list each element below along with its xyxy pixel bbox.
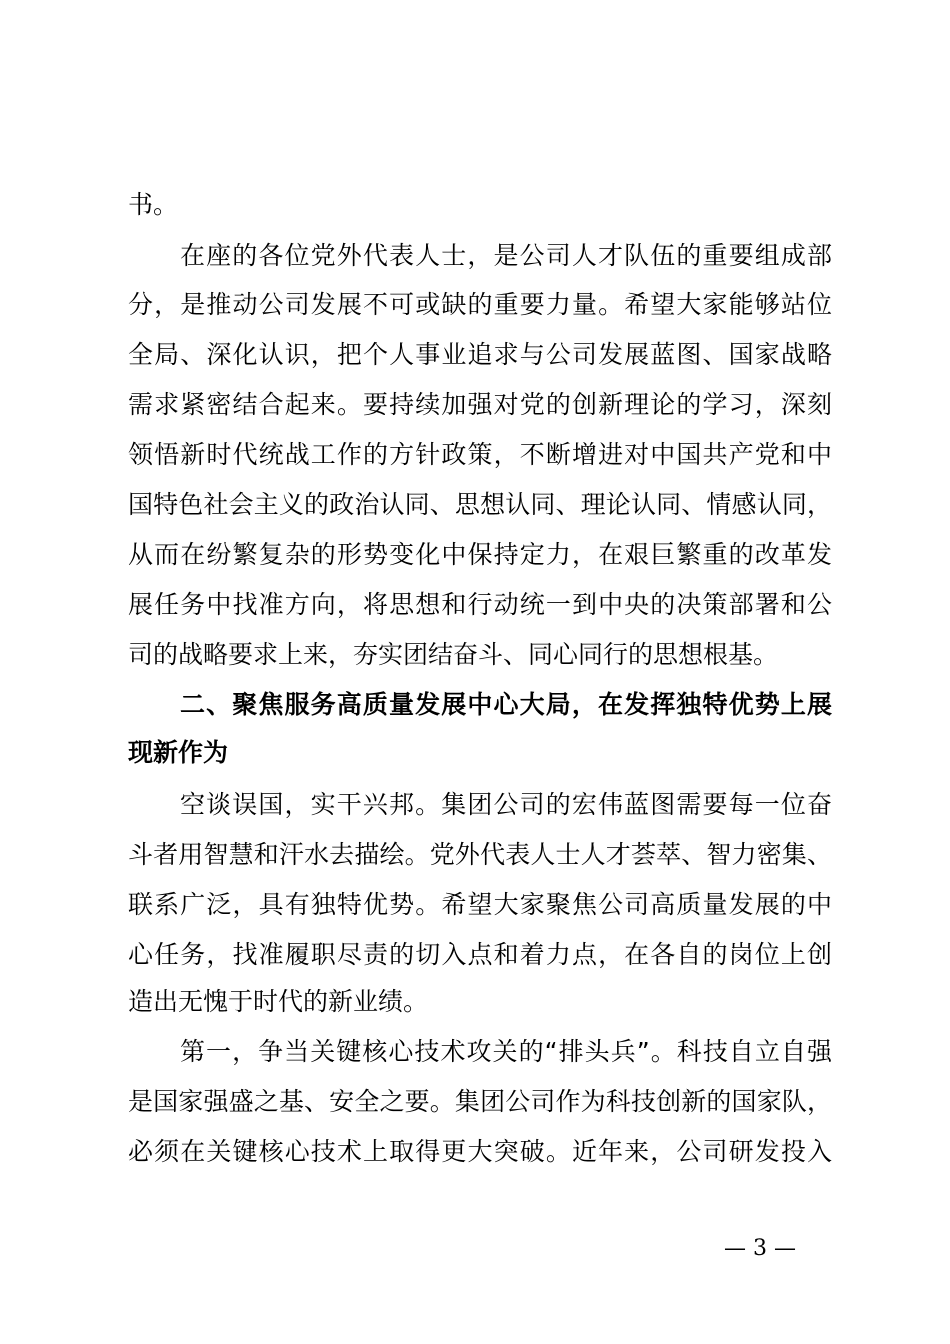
text-line: 是国家强盛之基、安全之要。集团公司作为科技创新的国家队， [128,1087,832,1116]
text-line: 领悟新时代统战工作的方针政策，不断增进对中国共产党和中 [128,440,832,469]
section-heading-line: 现新作为 [128,738,229,767]
text-line: 在座的各位党外代表人士，是公司人才队伍的重要组成部 [180,241,832,270]
text-line: 从而在纷繁复杂的形势变化中保持定力，在艰巨繁重的改革发 [128,540,832,569]
text-line: 需求紧密结合起来。要持续加强对党的创新理论的学习，深刻 [128,390,832,419]
text-line: 国特色社会主义的政治认同、思想认同、理论认同、情感认同， [128,490,832,519]
text-line: 心任务，找准履职尽责的切入点和着力点，在各自的岗位上创 [128,940,832,969]
text-line: 分，是推动公司发展不可或缺的重要力量。希望大家能够站位 [128,290,832,319]
text-line: 联系广泛，具有独特优势。希望大家聚焦公司高质量发展的中 [128,890,832,919]
text-line: 空谈误国，实干兴邦。集团公司的宏伟蓝图需要每一位奋 [180,790,832,819]
page-number: — 3 — [724,1236,796,1261]
text-line: 必须在关键核心技术上取得更大突破。近年来，公司研发投入 [128,1137,832,1166]
text-line: 斗者用智慧和汗水去描绘。党外代表人士人才荟萃、智力密集、 [128,840,832,869]
section-heading-line: 二、聚焦服务高质量发展中心大局，在发挥独特优势上展 [180,690,832,719]
text-line: 书。 [128,190,179,219]
text-line: 司的战略要求上来，夯实团结奋斗、同心同行的思想根基。 [128,640,779,669]
text-line: 第一，争当关键核心技术攻关的“排头兵”。科技自立自强 [180,1037,832,1066]
text-line: 展任务中找准方向，将思想和行动统一到中央的决策部署和公 [128,590,832,619]
text-line: 全局、深化认识，把个人事业追求与公司发展蓝图、国家战略 [128,340,832,369]
text-line: 造出无愧于时代的新业绩。 [128,987,429,1016]
